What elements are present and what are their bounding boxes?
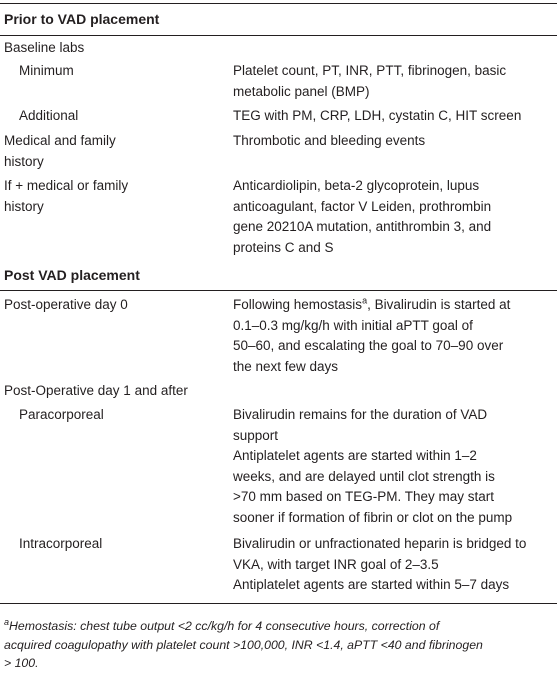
label-line: history [4,198,44,214]
section-title: Prior to VAD placement [4,11,160,27]
footnote-line [4,617,554,636]
value-line: Anticardiolipin, beta-2 glycoprotein, lupus [233,178,480,193]
row-label [4,131,116,172]
value-line: metabolic panel (BMP) [233,83,370,99]
section-rule [0,290,557,291]
value-line: proteins C and S [233,239,334,255]
row-label: Post-Operative day 1 and after [4,383,188,398]
section-title: Post VAD placement [4,267,140,283]
section-rule [0,35,557,36]
row-value [233,131,555,152]
row-label: Post-operative day 0 [4,297,128,312]
row-value [233,61,555,102]
row-label: Paracorporeal [19,407,104,422]
label-line: If + medical or family [4,178,129,193]
row-label: Minimum [19,63,74,78]
row-label: Intracorporeal [19,536,103,551]
value-line: gene 20210A mutation, antithrombin 3, and [233,219,492,234]
value-text: , Bivalirudin is started at [367,297,511,312]
value-line: Thrombotic and bleeding events [233,133,426,148]
value-line [233,295,555,316]
value-line: 50–60, and escalating the goal to 70–90 over [233,338,504,353]
value-line: Bivalirudin or unfractionated heparin is bridged to [233,536,527,551]
value-line: Bivalirudin remains for the duration of VAD [233,407,488,422]
row-value [233,534,555,596]
row-value [233,106,555,127]
value-line: VKA, with target INR goal of 2–3.5 [233,556,439,572]
footnote-line: acquired coagulopathy with platelet count >100,000, INR <1.4, aPTT <40 and fibrinogen [4,637,483,652]
row-label: Additional [19,108,79,123]
row-value [233,405,555,528]
value-line: TEG with PM, CRP, LDH, cystatin C, HIT screen [233,108,522,123]
value-line: 0.1–0.3 mg/kg/h with initial aPTT goal of [233,317,473,333]
value-line: support [233,427,279,443]
value-line: weeks, and are delayed until clot strength is [233,468,495,484]
footnote-marker: a [4,616,10,627]
row-label [4,176,128,217]
value-line: anticoagulant, factor V Leiden, prothrombin [233,198,492,214]
label-line: Medical and family [4,133,116,148]
value-line: Platelet count, PT, INR, PTT, fibrinogen, basic [233,63,507,78]
row-value [233,295,555,377]
value-line: Antiplatelet agents are started within 5–7 days [233,577,510,592]
footnote-marker: a [362,295,368,306]
table-bottom-rule [0,603,557,604]
value-line: sooner if formation of fibrin or clot on the pump [233,509,513,525]
table-footnote [4,617,554,673]
footnote-text: Hemostasis: chest tube output <2 cc/kg/h for 4 consecutive hours, correction of [9,619,440,633]
table-top-rule [0,3,557,4]
row-value [233,176,555,258]
footnote-line: > 100. [4,656,39,670]
value-line: Antiplatelet agents are started within 1–2 [233,448,477,463]
value-line: >70 mm based on TEG-PM. They may start [233,489,494,504]
row-label: Baseline labs [4,40,85,55]
label-line: history [4,153,44,169]
value-line: the next few days [233,358,339,374]
value-text: Following hemostasis [233,297,363,312]
